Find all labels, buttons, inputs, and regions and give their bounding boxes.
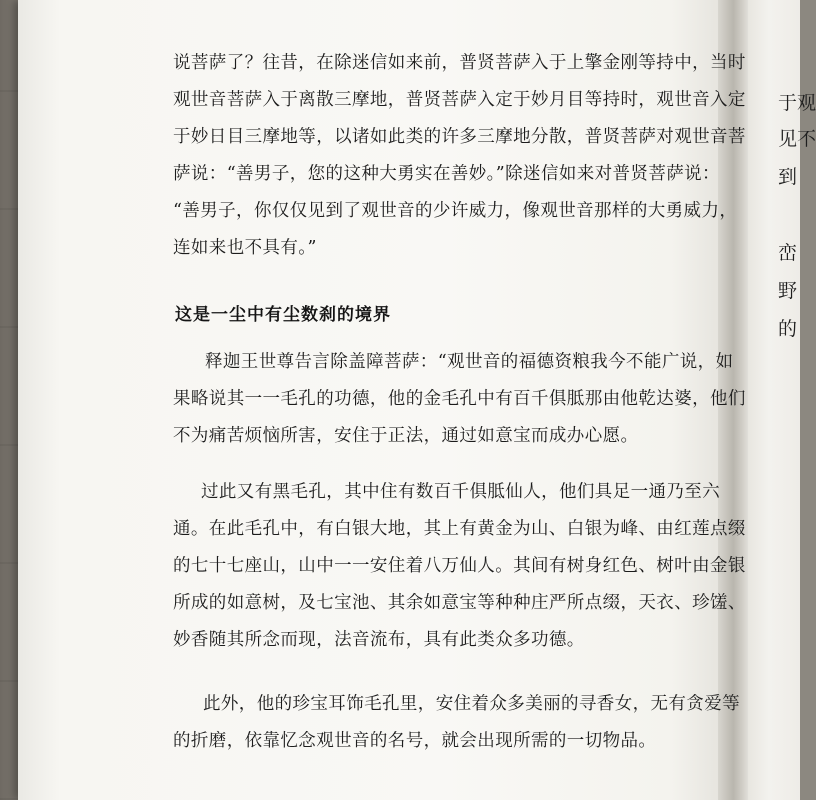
text-line: 不为痛苦烦恼所害，安住于正法，通过如意宝而成办心愿。 <box>173 426 639 446</box>
text-line: 释迦王世尊告言除盖障菩萨：“观世音的福德资粮我今不能广说，如 <box>205 352 734 372</box>
next-page-fragment: 见不 <box>778 128 816 150</box>
next-page-fragment: 的 <box>778 318 798 340</box>
next-page-fragment: 于观 <box>778 92 816 114</box>
text-line: 果略说其一一毛孔的功德，他的金毛孔中有百千俱胝那由他乾达婆，他们 <box>173 389 746 409</box>
text-line: 萨说：“善男子，您的这种大勇实在善妙。”除迷信如来对普贤菩萨说： <box>173 164 720 184</box>
next-page-fragment: 野 <box>778 280 798 302</box>
text-line: 连如来也不具有。” <box>173 238 317 258</box>
text-line: 所成的如意树，及七宝池、其余如意宝等种种庄严所点缀，天衣、珍馐、 <box>173 593 746 613</box>
text-line: 说菩萨了？往昔，在除迷信如来前，普贤菩萨入于上擎金刚等持中，当时 <box>173 53 746 73</box>
text-line: “善男子，你仅仅见到了观世音的少许威力，像观世音那样的大勇威力， <box>173 201 738 221</box>
text-line: 的七十七座山，山中一一安住着八万仙人。其间有树身红色、树叶由金银 <box>173 556 746 576</box>
paragraph-3 <box>173 474 746 659</box>
paragraph-4 <box>173 686 740 760</box>
text-line: 观世音菩萨入于离散三摩地，普贤菩萨入定于妙月目等持时，观世音入定 <box>173 90 746 110</box>
next-page-edge <box>748 0 800 800</box>
text-line: 的折磨，依靠忆念观世音的名号，就会出现所需的一切物品。 <box>173 731 657 751</box>
text-line: 此外，他的珍宝耳饰毛孔里，安住着众多美丽的寻香女，无有贪爱等 <box>203 694 740 714</box>
next-page-fragment: 峦 <box>778 242 798 264</box>
section-heading: 这是一尘中有尘数刹的境界 <box>175 305 391 325</box>
next-page-fragment: 到 <box>778 166 798 188</box>
text-line: 过此又有黑毛孔，其中住有数百千俱胝仙人，他们具足一通乃至六 <box>201 482 721 502</box>
paragraph-2 <box>173 344 746 455</box>
text-line: 通。在此毛孔中，有白银大地，其上有黄金为山、白银为峰、由红莲点缀 <box>173 519 746 539</box>
text-line: 于妙日目三摩地等，以诸如此类的许多三摩地分散，普贤菩萨对观世音菩 <box>173 127 746 147</box>
text-line: 妙香随其所念而现，法音流布，具有此类众多功德。 <box>173 630 585 650</box>
paragraph-1 <box>173 45 746 267</box>
